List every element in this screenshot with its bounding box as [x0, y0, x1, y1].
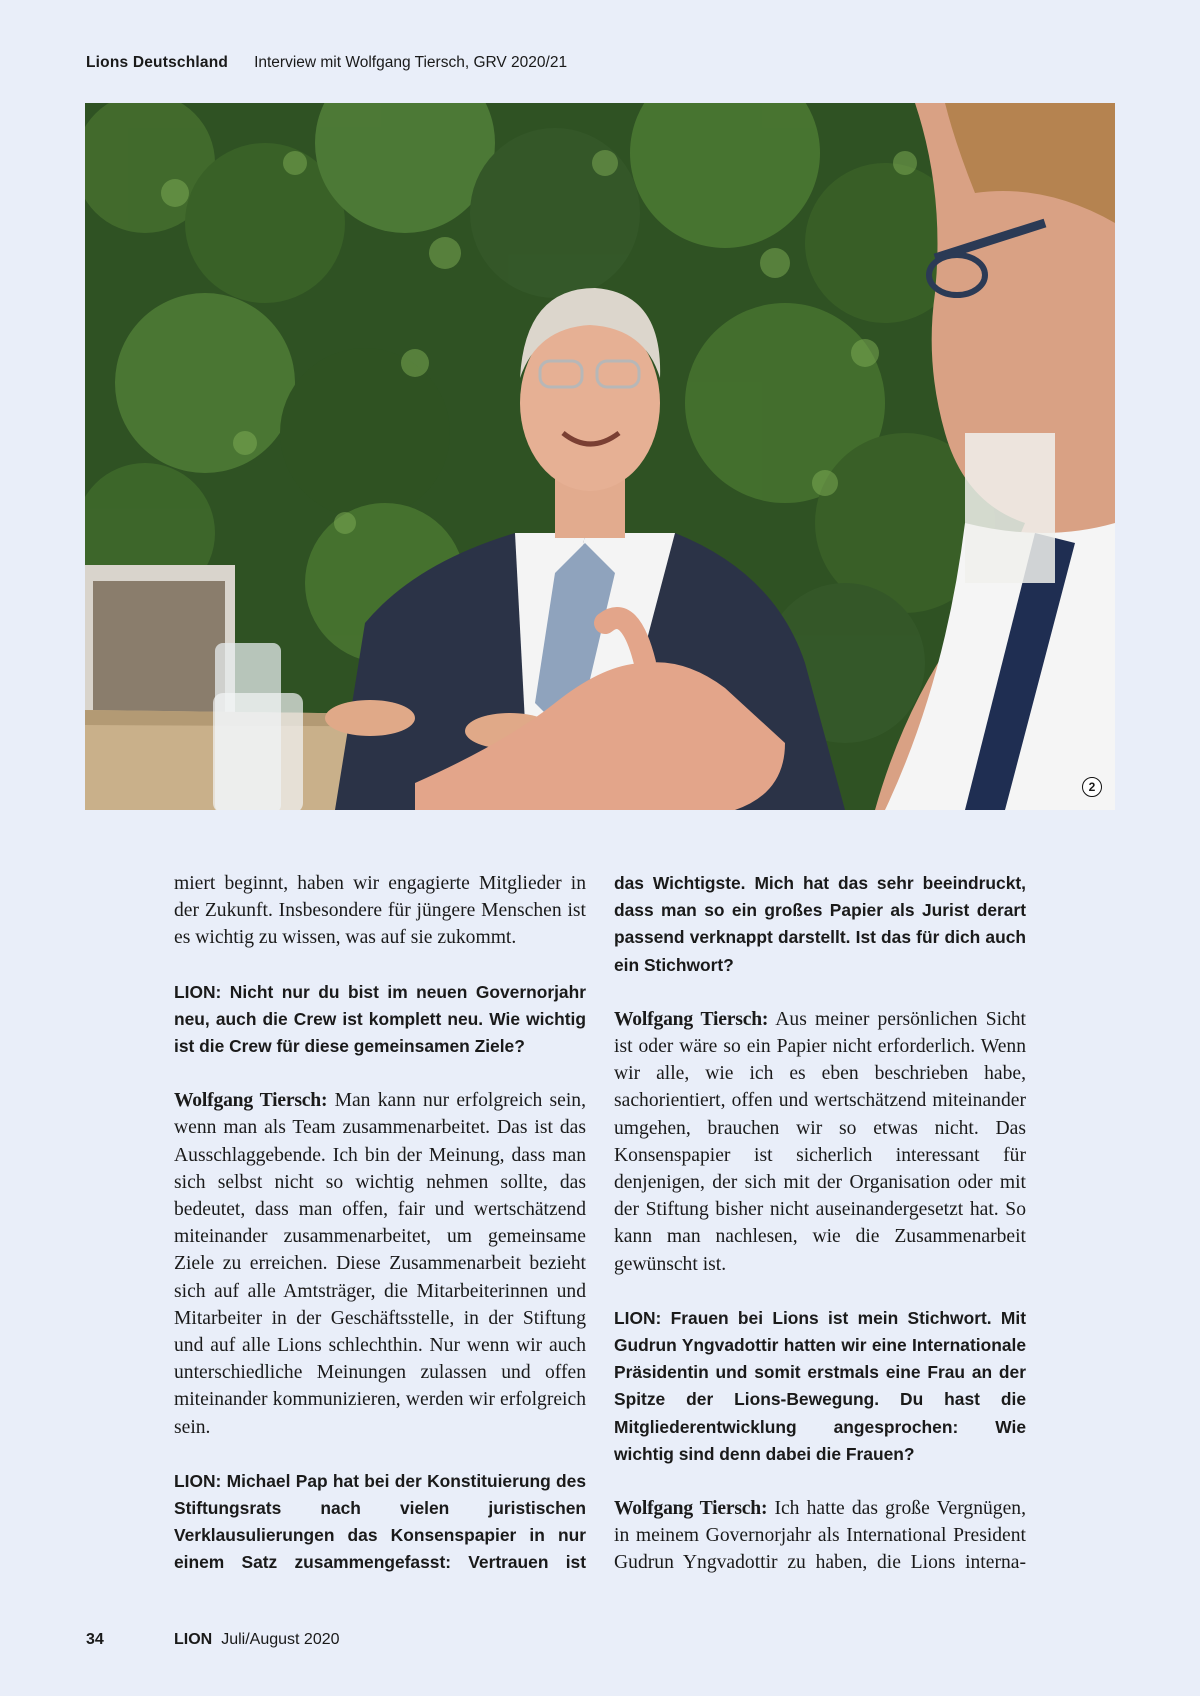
body-paragraph: miert beginnt, haben wir engagierte Mitglieder in der Zukunft. Insbesondere für jüngere Menschen ist es wichtig zu wissen, was auf sie zukommt.	[174, 873, 586, 949]
interview-answer	[614, 1006, 1026, 1278]
issue-date: Juli/August 2020	[221, 1631, 340, 1648]
interview-question: LION: Nicht nur du bist im neuen Governorjahr neu, auch die Crew ist komplett neu. Wie wichtig ist die Crew für diese gemeinsamen Ziele?	[174, 981, 586, 1057]
interview-question: LION: Michael Pap hat bei der Konstituierung des Stiftungsrats nach vielen juristischen Verklausulierungen das Konsenspapier in nur einem Satz zusammengefasst: Vertrauen ist	[174, 1470, 586, 1573]
magazine-name: LION	[174, 1631, 213, 1648]
interview-question-continued: das Wichtigste. Mich hat das sehr beeindruckt, dass man so ein großes Papier als Jurist derart passend verknappt darstellt. Ist das für dich auch ein Stichwort?	[614, 873, 1026, 975]
photo-illustration	[85, 103, 1115, 810]
article-column-left	[174, 870, 586, 1604]
speaker-name: Wolfgang Tiersch:	[614, 1498, 768, 1520]
interview-answer	[614, 1495, 1026, 1577]
article-column-right	[614, 870, 1026, 1604]
photo-number-badge: 2	[1082, 777, 1102, 797]
header-brand: Lions Deutschland	[86, 54, 229, 71]
answer-text: Aus meiner persönlichen Sicht ist oder wäre so ein Papier nicht erforderlich. Wenn wir alle, wie ich es eben beschrieben habe, sachorientiert, offen und wertschätzend miteinander umgehen, brauchen wir so etwas nicht. Das Konsenspapier ist sicherlich interessant für denjenigen, der sich mit der Organisation oder mit der Stiftung bisher nicht auseinandergesetzt hat. So kann man nachlesen, wie die Zusammenarbeit gewünscht ist.	[614, 1008, 1026, 1275]
interview-answer	[174, 1087, 586, 1441]
speaker-name: Wolfgang Tiersch:	[614, 1008, 769, 1030]
running-header	[86, 54, 567, 72]
answer-text: Man kann nur erfolgreich sein, wenn man als Team zusammenarbeitet. Das ist das Ausschlaggebende. Ich bin der Meinung, dass man sich selbst nicht so wichtig nehmen sollte, das bedeutet, dass man offen, fair und wertschätzend miteinander zusammenarbeitet, um gemeinsame Ziele zu erreichen. Diese Zusammenarbeit bezieht sich auf alle Amtsträger, die Mitarbeiterinnen und Mitarbeiter in der Geschäftsstelle, in der Stiftung und auf alle Lions schlechthin. Nur wenn wir auch unterschiedliche Meinungen zulassen und offen miteinander kommunizieren, werden wir erfolgreich sein.	[174, 1090, 586, 1438]
speaker-name: Wolfgang Tiersch:	[174, 1090, 328, 1112]
page-footer	[86, 1631, 340, 1649]
header-section-title: Interview mit Wolfgang Tiersch, GRV 2020/21	[254, 54, 568, 71]
interview-photo	[85, 103, 1115, 810]
interview-question: LION: Frauen bei Lions ist mein Stichwort. Mit Gudrun Yngvadottir hatten wir eine Internationale Präsidentin und somit erstmals eine Frau an der Spitze der Lions-Bewegung. Du hast die Mitgliederentwicklung angesprochen: Wie wichtig sind denn dabei die Frauen?	[614, 1307, 1026, 1464]
answer-text: Ich hatte das große Vergnügen, in meinem Governorjahr als International President Gudrun Yngvadottir zu haben, die Lions interna-	[614, 1498, 1026, 1574]
page-number: 34	[86, 1631, 104, 1648]
